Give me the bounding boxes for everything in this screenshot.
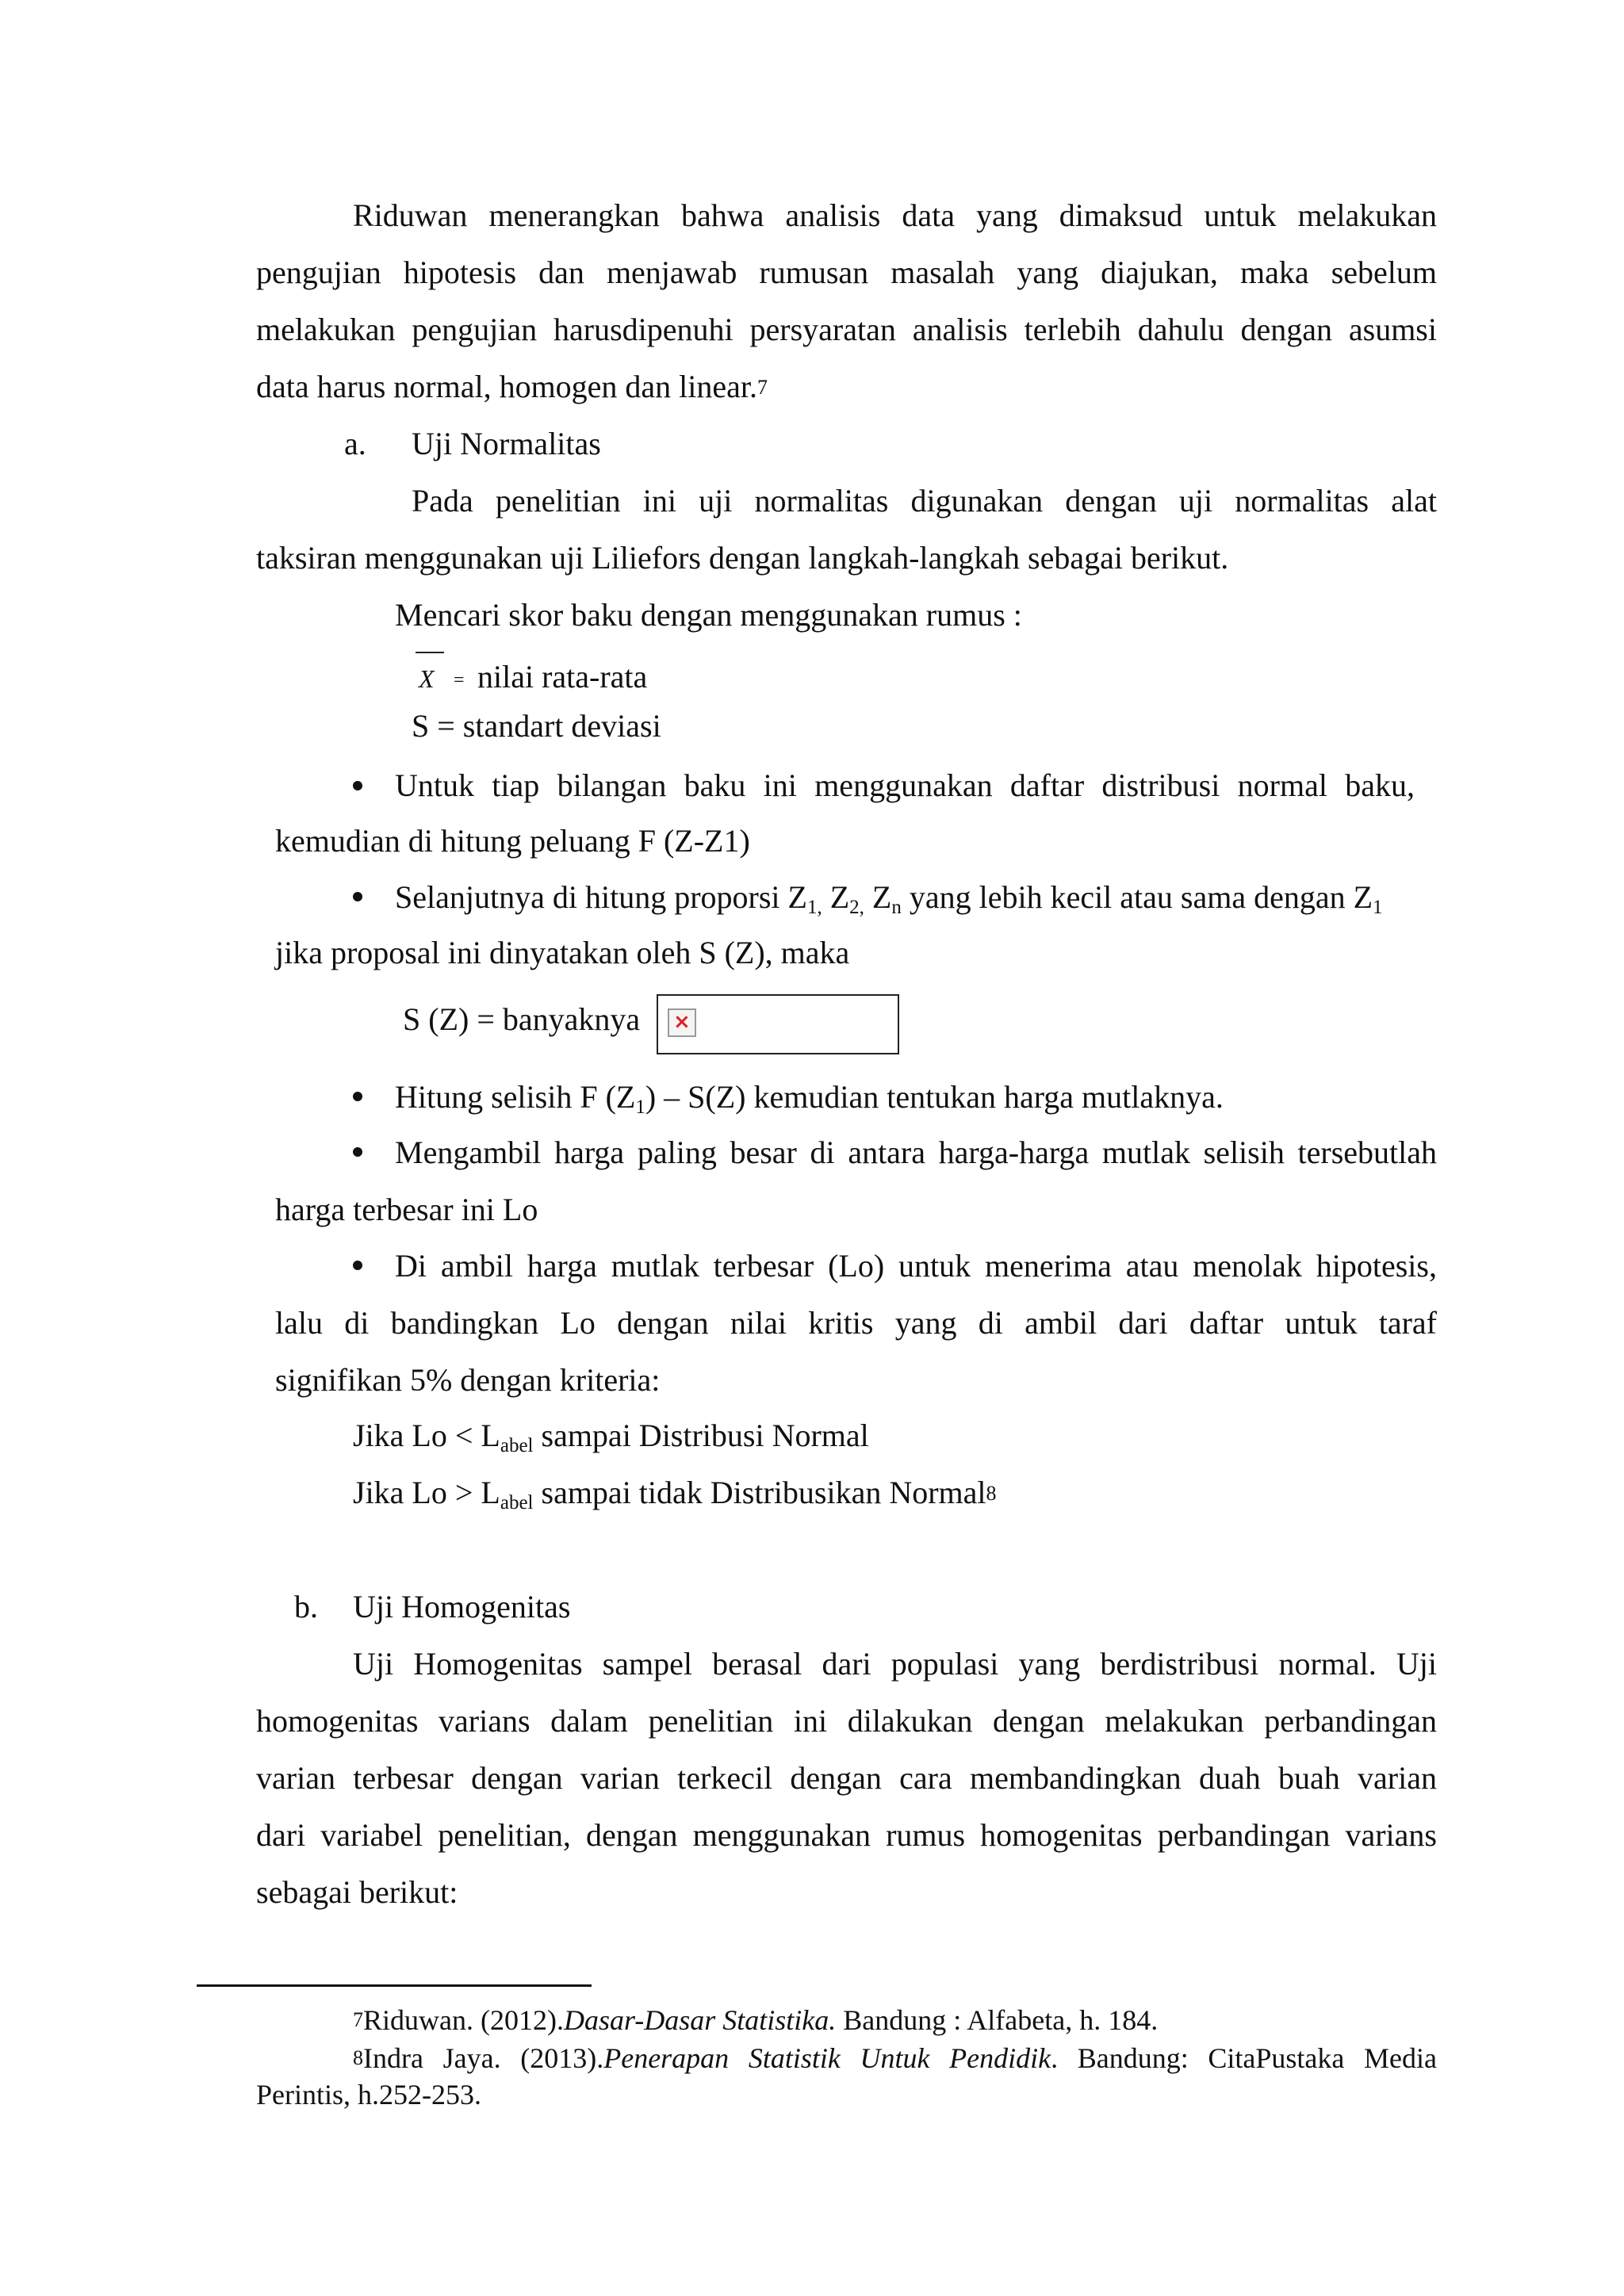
bullet-2-sub-last: 1 [1373, 897, 1383, 918]
broken-formula-image [657, 994, 899, 1054]
s-definition: S = standart deviasi [412, 708, 661, 744]
broken-image-icon: × [668, 1008, 696, 1037]
section-b-heading: Uji Homogenitas [353, 1589, 571, 1624]
criteria-2-sub: abel [500, 1492, 534, 1513]
criteria-2-prefix: Jika Lo > L [353, 1475, 500, 1510]
bullet-2-prefix: Selanjutnya di hitung proporsi Z [395, 879, 807, 915]
paragraph-1-line-1: Riduwan menerangkan bahwa analisis data yang dimaksud untuk melakukan [353, 197, 1437, 233]
bullet-2-dot [353, 892, 362, 901]
bullet-5-line-3: signifikan 5% dengan kriteria: [275, 1362, 661, 1398]
footnote-7 [353, 2003, 1158, 2038]
footnote-7-number: 7 [353, 2008, 363, 2031]
section-b-line-2: homogenitas varians dalam penelitian ini dilakukan dengan melakukan perbandingan [256, 1703, 1437, 1739]
bullet-3-sub: 1 [635, 1096, 645, 1118]
paragraph-1-line-4-text: data harus normal, homogen dan linear. [256, 369, 758, 404]
bullet-2-sub-2: 2, [849, 897, 864, 918]
bullet-2-line-2: jika proposal ini dinyatakan oleh S (Z), maka [275, 935, 850, 970]
bullet-1-line-2: kemudian di hitung peluang F (Z-Z1) [275, 823, 750, 859]
bullet-5-dot [353, 1261, 362, 1270]
bullet-1-dot [353, 781, 362, 790]
sz-banyaknya-line: S (Z) = banyaknya [403, 1001, 641, 1037]
criteria-2-suffix: sampai tidak Distribusikan Normal [533, 1475, 986, 1510]
footnote-8-line-2: Perintis, h.252-253. [256, 2079, 481, 2110]
bullet-2-middle: yang lebih kecil atau sama dengan Z [901, 879, 1373, 915]
footnote-8-number: 8 [353, 2046, 363, 2069]
section-a-intro-line-2: taksiran menggunakan uji Liliefors dengan langkah-langkah sebagai berikut. [256, 540, 1229, 576]
section-a-heading: Uji Normalitas [412, 426, 601, 461]
bullet-2-z2: Z [822, 879, 850, 915]
bullet-4-dot [353, 1147, 362, 1157]
criteria-1-suffix: sampai Distribusi Normal [533, 1418, 869, 1453]
bullet-2-z3: Z [864, 879, 892, 915]
bullet-3-line [395, 1069, 1224, 1126]
criteria-1-sub: abel [500, 1435, 534, 1456]
bullet-4-line-2: harga terbesar ini Lo [275, 1192, 538, 1227]
footnote-7-author: Riduwan. (2012). [363, 2004, 564, 2036]
bullet-3-prefix: Hitung selisih F (Z [395, 1079, 636, 1115]
section-b-marker: b. [294, 1589, 318, 1624]
x-bar-definition: nilai rata-rata [477, 659, 648, 695]
footnote-8-author: Indra Jaya. (2013). [363, 2042, 604, 2074]
section-b-line-3: varian terbesar dengan varian terkecil dengan cara membandingkan duah buah varian [256, 1760, 1437, 1796]
footnote-7-rest: Bandung : Alfabeta, h. 184. [836, 2004, 1159, 2036]
criteria-1 [353, 1407, 869, 1464]
footnote-8-rest: . Bandung: CitaPustaka Media [1051, 2042, 1437, 2074]
footnote-8-title: Penerapan Statistik Untuk Pendidik [603, 2042, 1051, 2074]
bullet-3-suffix: ) – S(Z) kemudian tentukan harga mutlaknya. [645, 1079, 1224, 1115]
bullet-5-line-2: lalu di bandingkan Lo dengan nilai kritis yang di ambil dari daftar untuk taraf [275, 1305, 1437, 1341]
paragraph-1-line-3: melakukan pengujian harusdipenuhi persyaratan analisis terlebih dahulu dengan asumsi [256, 312, 1437, 347]
criteria-2 [353, 1464, 997, 1521]
skor-baku-line: Mencari skor baku dengan menggunakan rumus : [395, 597, 1022, 633]
footnote-ref-7: 7 [757, 376, 768, 399]
section-b-line-5: sebagai berikut: [256, 1874, 458, 1910]
footnote-7-title: Dasar-Dasar Statistika. [563, 2004, 837, 2036]
x-bar-equals: = [454, 670, 465, 691]
bullet-3-dot [353, 1092, 362, 1101]
bullet-2-sub-n: n [891, 897, 902, 918]
bullet-4-line-1: Mengambil harga paling besar di antara harga-harga mutlak selisih tersebutlah [395, 1135, 1437, 1170]
bullet-1-line-1: Untuk tiap bilangan baku ini menggunakan daftar distribusi normal baku, [395, 767, 1415, 803]
bullet-5-line-1: Di ambil harga mutlak terbesar (Lo) untuk menerima atau menolak hipotesis, [395, 1248, 1437, 1284]
footnote-separator [197, 1984, 592, 1987]
section-b-line-4: dari variabel penelitian, dengan menggunakan rumus homogenitas perbandingan varians [256, 1817, 1437, 1853]
bullet-2-sub-1: 1, [806, 897, 822, 918]
x-bar-overline [416, 652, 444, 653]
paragraph-1-line-2: pengujian hipotesis dan menjawab rumusan masalah yang diajukan, maka sebelum [256, 254, 1437, 290]
section-a-marker: a. [344, 426, 366, 461]
paragraph-1-line-4 [256, 358, 768, 415]
footnote-8-line-1 [353, 2041, 1437, 2076]
section-a-intro-line-1: Pada penelitian ini uji normalitas digunakan dengan uji normalitas alat [412, 483, 1437, 519]
criteria-1-prefix: Jika Lo < L [353, 1418, 500, 1453]
bullet-2-line-1 [395, 869, 1383, 926]
section-b-line-1: Uji Homogenitas sampel berasal dari populasi yang berdistribusi normal. Uji [353, 1646, 1437, 1682]
footnote-ref-8: 8 [986, 1482, 997, 1505]
x-bar-symbol: X [419, 664, 435, 693]
